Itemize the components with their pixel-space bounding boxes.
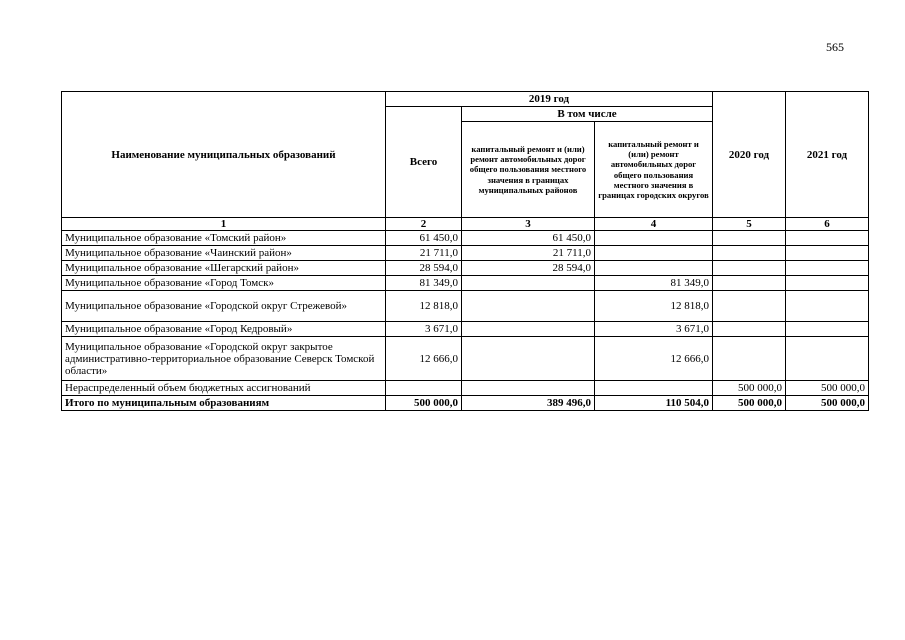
row-c3 — [462, 337, 595, 381]
row-total: 12 818,0 — [386, 291, 462, 322]
row-name: Муниципальное образование «Томский район» — [62, 231, 386, 246]
row-c6 — [786, 261, 869, 276]
row-c4: 81 349,0 — [595, 276, 713, 291]
table-row — [62, 291, 869, 322]
column-number: 5 — [713, 218, 786, 231]
row-c3 — [462, 381, 595, 396]
row-name: Муниципальное образование «Городской округ Стрежевой» — [62, 291, 386, 322]
header-sub-column-4: капитальный ремонт и (или) ремонт автомобильных дорог общего пользования местного значения в границах городских округов — [595, 122, 713, 218]
header-sub-column-3: капитальный ремонт и (или) ремонт автомобильных дорог общего пользования местного значения в границах муниципальных районов — [462, 122, 595, 218]
table-row — [62, 381, 869, 396]
header-including: В том числе — [462, 107, 713, 122]
row-c5 — [713, 231, 786, 246]
column-number-row — [62, 218, 869, 231]
row-total: 21 711,0 — [386, 246, 462, 261]
row-c6: 500 000,0 — [786, 381, 869, 396]
row-c3 — [462, 291, 595, 322]
row-c6 — [786, 291, 869, 322]
row-total — [386, 381, 462, 396]
header-year-2019: 2019 год — [386, 92, 713, 107]
row-c5 — [713, 276, 786, 291]
row-c5: 500 000,0 — [713, 381, 786, 396]
header-year-2020: 2020 год — [713, 92, 786, 218]
row-c4 — [595, 231, 713, 246]
table-row — [62, 276, 869, 291]
row-total: 12 666,0 — [386, 337, 462, 381]
row-c5 — [713, 291, 786, 322]
total-row-c6: 500 000,0 — [786, 396, 869, 411]
total-row-c3: 389 496,0 — [462, 396, 595, 411]
row-c6 — [786, 231, 869, 246]
row-c3 — [462, 322, 595, 337]
row-c4 — [595, 261, 713, 276]
row-c3: 61 450,0 — [462, 231, 595, 246]
budget-table — [61, 91, 869, 411]
row-c3: 28 594,0 — [462, 261, 595, 276]
row-c4: 12 818,0 — [595, 291, 713, 322]
header-total-column: Всего — [386, 107, 462, 218]
column-number: 3 — [462, 218, 595, 231]
row-c6 — [786, 276, 869, 291]
row-c3: 21 711,0 — [462, 246, 595, 261]
row-c5 — [713, 246, 786, 261]
row-c4 — [595, 246, 713, 261]
total-row-name: Итого по муниципальным образованиям — [62, 396, 386, 411]
row-total: 3 671,0 — [386, 322, 462, 337]
row-c4: 12 666,0 — [595, 337, 713, 381]
row-c5 — [713, 322, 786, 337]
table-row — [62, 337, 869, 381]
table-row — [62, 322, 869, 337]
table-row — [62, 231, 869, 246]
table-row — [62, 261, 869, 276]
row-c6 — [786, 246, 869, 261]
row-name: Муниципальное образование «Город Томск» — [62, 276, 386, 291]
row-name: Нераспределенный объем бюджетных ассигнований — [62, 381, 386, 396]
column-number: 6 — [786, 218, 869, 231]
row-total: 28 594,0 — [386, 261, 462, 276]
table-row — [62, 246, 869, 261]
row-name: Муниципальное образование «Город Кедровый» — [62, 322, 386, 337]
row-c5 — [713, 337, 786, 381]
row-c3 — [462, 276, 595, 291]
row-c4: 3 671,0 — [595, 322, 713, 337]
row-name: Муниципальное образование «Шегарский район» — [62, 261, 386, 276]
column-number: 1 — [62, 218, 386, 231]
header-year-2021: 2021 год — [786, 92, 869, 218]
total-row-c4: 110 504,0 — [595, 396, 713, 411]
row-total: 81 349,0 — [386, 276, 462, 291]
row-name: Муниципальное образование «Чаинский район» — [62, 246, 386, 261]
row-c5 — [713, 261, 786, 276]
page-number: 565 — [826, 40, 844, 54]
row-c6 — [786, 322, 869, 337]
header-name-column: Наименование муниципальных образований — [62, 92, 386, 218]
row-name: Муниципальное образование «Городской округ закрытое административно-территориальное образование Северск Томской области» — [62, 337, 386, 381]
column-number: 4 — [595, 218, 713, 231]
total-row-c5: 500 000,0 — [713, 396, 786, 411]
row-c4 — [595, 381, 713, 396]
total-row-total: 500 000,0 — [386, 396, 462, 411]
column-number: 2 — [386, 218, 462, 231]
row-c6 — [786, 337, 869, 381]
row-total: 61 450,0 — [386, 231, 462, 246]
total-row — [62, 396, 869, 411]
